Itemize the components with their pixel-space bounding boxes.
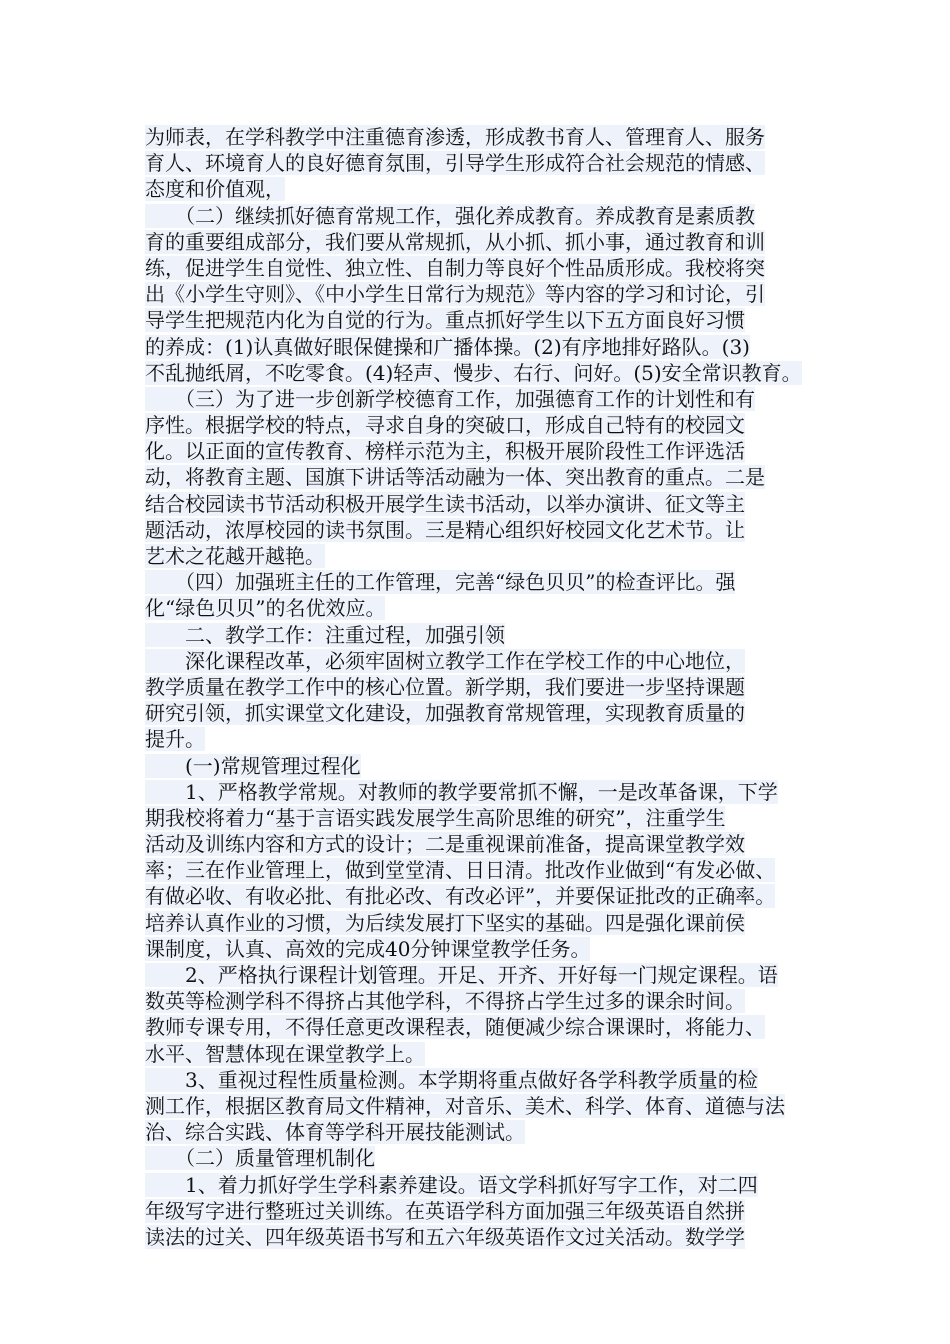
text-line-content: 二、教学工作：注重过程，加强引领: [145, 622, 505, 647]
text-line-content: 课制度，认真、高效的完成40分钟课堂教学任务。: [145, 936, 591, 961]
text-line: [145, 831, 825, 857]
text-line-content: 读法的过关、四年级英语书写和五六年级英语作文过关活动。数学学: [145, 1224, 745, 1249]
text-line: [145, 1198, 825, 1224]
text-line-content: 提升。: [145, 727, 205, 752]
text-line: [145, 307, 825, 333]
text-line: [145, 753, 825, 779]
text-line: [145, 334, 825, 360]
text-line-content: 1、严格教学常规。对教师的教学要常抓不懈，一是改革备课，下学: [145, 779, 778, 804]
text-line-content: （二）继续抓好德育常规工作，强化养成教育。养成教育是素质教: [145, 203, 755, 228]
text-line-content: 深化课程改革，必须牢固树立教学工作在学校工作的中心地位，: [145, 648, 745, 673]
text-line-content: 培养认真作业的习惯，为后续发展打下坚实的基础。四是强化课前侯: [145, 910, 745, 935]
text-line: [145, 386, 825, 412]
text-line-content: 活动及训练内容和方式的设计；二是重视课前准备，提高课堂教学效: [145, 832, 745, 857]
text-line: [145, 648, 825, 674]
text-line-content: 有做必收、有收必批、有批必改、有改必评”，并要保证批改的正确率。: [145, 884, 776, 909]
text-line-content: 练，促进学生自觉性、独立性、自制力等良好个性品质形成。我校将突: [145, 255, 765, 280]
text-line: [145, 1224, 825, 1250]
text-line: [145, 883, 825, 909]
text-line-content: 动，将教育主题、国旗下讲话等活动融为一体、突出教育的重点。二是: [145, 465, 765, 490]
text-line: [145, 595, 825, 621]
text-line: [145, 910, 825, 936]
text-line: [145, 857, 825, 883]
text-line-content: 3、重视过程性质量检测。本学期将重点做好各学科教学质量的检: [145, 1067, 758, 1092]
document-body: [145, 124, 825, 1250]
text-line-content: 教师专课专用，不得任意更改课程表，随便减少综合课课时，将能力、: [145, 1015, 765, 1040]
text-line-content: 率；三在作业管理上，做到堂堂清、日日清。批改作业做到“有发必做、: [145, 858, 776, 883]
text-line: [145, 124, 825, 150]
text-line: [145, 726, 825, 752]
text-line: [145, 1145, 825, 1171]
text-line: [145, 779, 825, 805]
text-line-content: 期我校将着力“基于言语实践发展学生高阶思维的研究”，注重学生: [145, 805, 726, 830]
text-line: [145, 569, 825, 595]
text-line: [145, 962, 825, 988]
text-line-content: 测工作，根据区教育局文件精神，对音乐、美术、科学、体育、道德与法: [145, 1093, 785, 1118]
text-line: [145, 1041, 825, 1067]
text-line: [145, 1093, 825, 1119]
text-line: [145, 1067, 825, 1093]
text-line-content: 1、着力抓好学生学科素养建设。语文学科抓好写字工作，对二四: [145, 1172, 758, 1197]
text-line: [145, 491, 825, 517]
text-line-content: （三）为了进一步创新学校德育工作，加强德育工作的计划性和有: [145, 386, 755, 411]
text-line-content: 2、严格执行课程计划管理。开足、开齐、开好每一门规定课程。语: [145, 963, 778, 987]
text-line-content: 研究引领，抓实课堂文化建设，加强教育常规管理，实现教育质量的: [145, 701, 745, 726]
text-line-content: 题活动，浓厚校园的读书氛围。三是精心组织好校园文化艺术节。让: [145, 517, 745, 542]
text-line: [145, 700, 825, 726]
text-line: [145, 805, 825, 831]
text-line-content: 导学生把规范内化为自觉的行为。重点抓好学生以下五方面良好习惯: [145, 308, 745, 333]
text-line-content: (一)常规管理过程化: [145, 753, 361, 778]
text-line: [145, 281, 825, 307]
text-line-content: 数英等检测学科不得挤占其他学科，不得挤占学生过多的课余时间。: [145, 989, 745, 1014]
text-line: [145, 1172, 825, 1198]
text-line: [145, 255, 825, 281]
text-line: [145, 517, 825, 543]
text-line: [145, 936, 825, 962]
text-line: [145, 438, 825, 464]
text-line-content: 育人、环境育人的良好德育氛围，引导学生形成符合社会规范的情感、: [145, 151, 765, 176]
text-line: [145, 988, 825, 1014]
text-line-content: 化。以正面的宣传教育、榜样示范为主，积极开展阶段性工作评选活: [145, 439, 745, 464]
text-line-content: 教学质量在教学工作中的核心位置。新学期，我们要进一步坚持课题: [145, 674, 745, 699]
text-line: [145, 229, 825, 255]
text-line-content: 不乱抛纸屑，不吃零食。(4)轻声、慢步、右行、问好。(5)安全常识教育。: [145, 360, 802, 385]
text-line-content: 育的重要组成部分，我们要从常规抓，从小抓、抓小事，通过教育和训: [145, 229, 765, 254]
text-line-content: 治、综合实践、体育等学科开展技能测试。: [145, 1120, 525, 1145]
text-line: [145, 360, 825, 386]
text-line: [145, 622, 825, 648]
text-line-content: 结合校园读书节活动积极开展学生读书活动，以举办演讲、征文等主: [145, 491, 745, 516]
text-line-content: 年级写字进行整班过关训练。在英语学科方面加强三年级英语自然拼: [145, 1198, 745, 1223]
text-line: [145, 543, 825, 569]
text-line: [145, 203, 825, 229]
text-line: [145, 464, 825, 490]
text-line: [145, 674, 825, 700]
text-line-content: 艺术之花越开越艳。: [145, 544, 325, 568]
text-line: [145, 1014, 825, 1040]
text-line-content: 水平、智慧体现在课堂教学上。: [145, 1041, 425, 1066]
text-line-content: （二）质量管理机制化: [145, 1146, 375, 1171]
text-line-content: 的养成：(1)认真做好眼保健操和广播体操。(2)有序地排好路队。(3): [145, 334, 750, 359]
text-line-content: 态度和价值观，: [145, 177, 285, 202]
text-line-content: 序性。根据学校的特点，寻求自身的突破口，形成自己特有的校园文: [145, 413, 745, 438]
text-line: [145, 176, 825, 202]
text-line: [145, 1119, 825, 1145]
text-line-content: 化“绿色贝贝”的名优效应。: [145, 596, 386, 621]
text-line: [145, 412, 825, 438]
text-line-content: （四）加强班主任的工作管理，完善“绿色贝贝”的检查评比。强: [145, 570, 736, 595]
text-line-content: 为师表，在学科教学中注重德育渗透，形成教书育人、管理育人、服务: [145, 125, 765, 149]
text-line: [145, 150, 825, 176]
text-line-content: 出《小学生守则》、《中小学生日常行为规范》等内容的学习和讨论，引: [145, 282, 765, 307]
